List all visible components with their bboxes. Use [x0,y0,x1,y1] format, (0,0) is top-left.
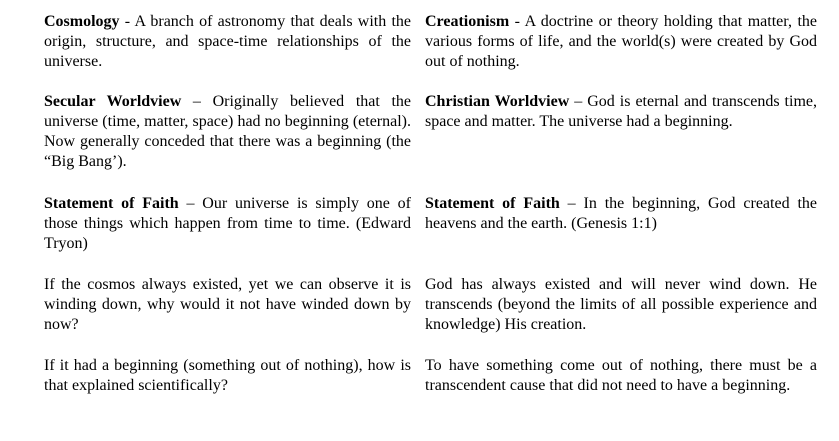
right-paragraph-transcendent-cause [417,356,839,396]
term-statement-of-faith: Statement of Faith [425,195,560,212]
definition-text: – Our universe is simply one of those things which happen from time to time. (Edward Tryon) [44,195,412,252]
definition-text: – In the beginning, God created the heavens and the earth. (Genesis 1:1) [425,195,817,232]
left-paragraph-secular-worldview [0,92,417,172]
left-paragraph-cosmology [0,12,417,72]
definition-text: - A branch of astronomy that deals with the origin, structure, and space-time relationships of the universe. [44,13,411,70]
comparison-row [0,356,839,396]
definition-text: – Originally believed that the universe (time, matter, space) had no beginning (eternal). Now generally conceded that there was a beginning (the “Big Bang’). [44,93,411,170]
term-cosmology: Cosmology [44,13,120,30]
comparison-row [0,194,839,254]
left-paragraph-question-beginning [0,356,417,396]
right-paragraph-statement-of-faith [417,194,839,254]
left-paragraph-question-winding-down [0,275,417,335]
paragraph-text: To have something come out of nothing, there must be a transcendent cause that did not need to have a beginning. [425,357,817,394]
right-paragraph-god-transcends [417,275,839,335]
left-paragraph-statement-of-faith [0,194,417,254]
paragraph-text: If it had a beginning (something out of nothing), how is that explained scientifically? [44,357,411,394]
paragraph-text: If the cosmos always existed, yet we can observe it is winding down, why would it not have winded down by now? [44,276,411,333]
comparison-row [0,92,839,172]
term-statement-of-faith: Statement of Faith [44,195,179,212]
right-paragraph-creationism [417,12,839,72]
term-christian-worldview: Christian Worldview [425,93,570,110]
definition-text: - A doctrine or theory holding that matter, the various forms of life, and the world(s) were created by God out of nothing. [425,13,817,70]
term-secular-worldview: Secular Worldview [44,93,182,110]
paragraph-text: God has always existed and will never wind down. He transcends (beyond the limits of all possible experience and knowledge) His creation. [425,276,817,333]
comparison-row [0,12,839,72]
definition-text: – God is eternal and transcends time, space and matter. The universe had a beginning. [425,93,817,130]
right-paragraph-christian-worldview [417,92,839,172]
term-creationism: Creationism [425,13,510,30]
comparison-row [0,275,839,335]
